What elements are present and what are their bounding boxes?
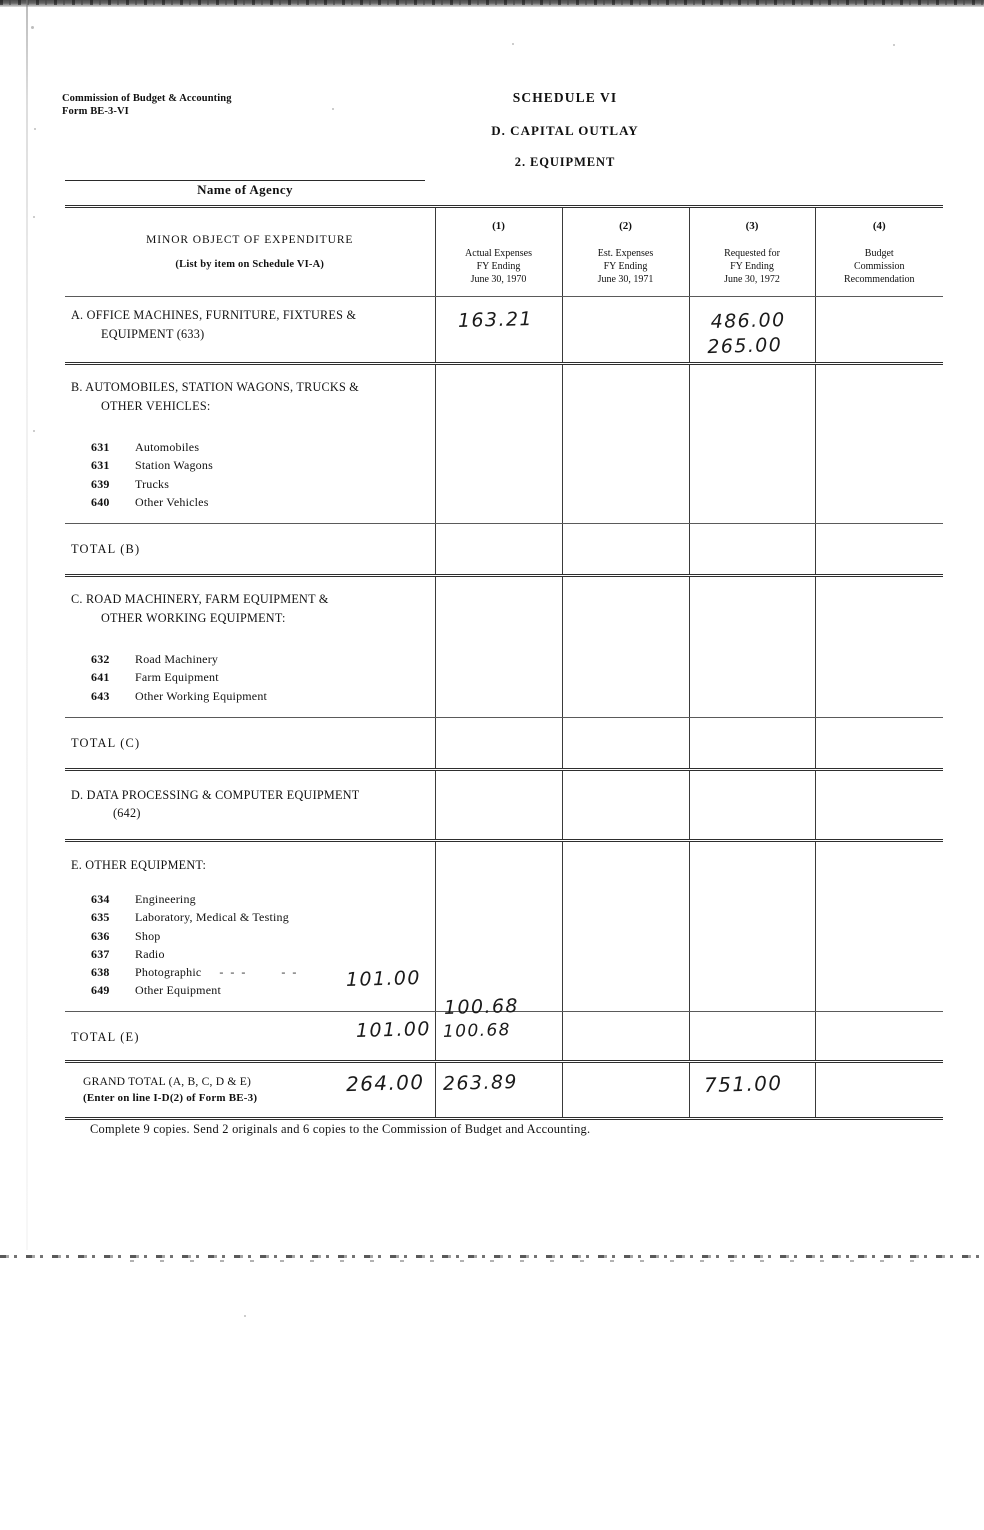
handwritten-amount: 163.21 [457,308,533,333]
grand-total-label-line1: GRAND TOTAL (A, B, C, D & E) [83,1075,252,1089]
table-row-total-c [65,717,943,769]
column-desc-line1: Requested for [724,247,780,259]
column-desc-line3: Recommendation [843,273,915,285]
schedule-title: SCHEDULE VI [512,90,618,105]
column-desc-line3: June 30, 1971 [597,273,654,285]
handwritten-amount: 263.89 [442,1071,518,1096]
section-d-title-line2: (642) [113,806,141,821]
section-b-items-col4-cell[interactable] [815,424,943,523]
object-label: Other Equipment [135,983,221,998]
object-code: 631 [91,458,110,473]
grand-total-label-line2: (Enter on line I-D(2) of Form BE-3) [83,1091,258,1104]
object-code: 631 [91,440,110,455]
object-code: 637 [91,946,110,961]
section-b-title-line2: OTHER VEHICLES: [101,398,211,413]
list-item [71,945,427,963]
scan-speck [33,430,35,432]
object-label: Station Wagons [135,458,213,473]
grand-total-col3-cell[interactable] [689,1062,815,1119]
column-header-3 [689,207,815,297]
list-item [71,475,427,493]
scan-top-speckle [0,0,984,5]
column-desc-line2: FY Ending [476,260,521,272]
total-e-label-cell [65,1011,435,1062]
section-b-col1-cell[interactable] [435,364,562,425]
form-identification [62,92,232,119]
total-b-label: TOTAL (B) [65,524,435,576]
table-row-section-e-header [65,840,943,878]
section-c-item-list [65,636,435,717]
stub-header-cell [65,207,435,297]
section-c-items-col2-cell[interactable] [562,636,689,717]
handwritten-amount-revised: 265.00 [706,334,783,359]
list-item [71,908,427,926]
table-row-section-c-items [65,636,943,717]
column-number: (4) [872,220,886,232]
total-e-label: TOTAL (E) [71,1029,140,1044]
section-e-label [65,840,435,878]
table-row-total-e [65,1011,943,1062]
section-d-col2-cell[interactable] [562,769,689,840]
section-a-col4-cell[interactable] [815,297,943,364]
section-d-title-line1: D. DATA PROCESSING & COMPUTER EQUIPMENT [71,787,360,802]
stub-header-subtitle: (List by item on Schedule VI-A) [175,259,325,270]
section-e-col3-cell[interactable] [689,840,815,878]
object-label: Road Machinery [135,652,219,667]
column-desc-line2: FY Ending [603,260,648,272]
handwritten-amount-primary: 486.00 [709,309,786,334]
section-e-item-list [65,878,435,1011]
column-desc-line1: Actual Expenses [465,247,532,259]
table-row-section-b-items [65,424,943,523]
section-c-title-line2: OTHER WORKING EQUIPMENT: [101,610,286,625]
list-item [71,890,427,908]
column-header-1 [435,207,562,297]
object-label: Other Working Equipment [135,688,268,703]
total-b-col3-cell[interactable] [689,524,815,576]
grand-total-col4-cell[interactable] [815,1062,943,1119]
column-desc-line1: Est. Expenses [597,247,654,259]
object-code: 639 [91,476,110,491]
list-item [71,687,427,705]
table-row-section-c-header [65,575,943,636]
scan-bottom-artifact-line [0,1255,984,1258]
name-of-agency-rule [65,180,425,181]
section-b-label [65,364,435,425]
section-b-col2-cell[interactable] [562,364,689,425]
table-header-row [65,207,943,297]
section-c-col4-cell[interactable] [815,575,943,636]
section-a-label [65,297,435,364]
section-e-items-col4-cell[interactable] [815,878,943,1011]
column-desc-line2: FY Ending [730,260,774,272]
list-item [71,927,427,945]
total-c-label: TOTAL (C) [65,717,435,769]
object-label: Laboratory, Medical & Testing [135,910,289,925]
section-a-col3-cell[interactable] [689,297,815,364]
scan-speck [512,43,514,45]
table-row-section-e-items [65,878,943,1011]
total-c-col3-cell[interactable] [689,717,815,769]
leader-dashes: - - - [219,965,248,980]
object-label: Shop [135,928,161,943]
object-code: 649 [91,983,110,998]
table-row-section-a [65,297,943,364]
section-e-items-col1-cell[interactable] [435,878,562,1020]
total-e-col4-cell[interactable] [815,1011,943,1062]
grand-total-col2-cell[interactable] [562,1062,689,1119]
column-desc-line1: Budget [864,247,894,259]
column-desc-line2: Commission [853,260,905,272]
section-b-title-line1: B. AUTOMOBILES, STATION WAGONS, TRUCKS & [71,380,360,395]
list-item [71,668,427,686]
section-c-col1-cell[interactable] [435,575,562,636]
object-code: 634 [91,892,110,907]
equipment-expenditure-table [65,205,943,1120]
stub-header-title: MINOR OBJECT OF EXPENDITURE [146,234,354,246]
section-d-col1-cell[interactable] [435,769,562,840]
object-code: 643 [91,688,110,703]
scan-speck [31,26,34,29]
section-c-col3-cell[interactable] [689,575,815,636]
section-b-items-col2-cell[interactable] [562,424,689,523]
total-c-col1-cell[interactable] [435,717,562,769]
scan-speck [34,128,36,130]
grand-total-label-cell [65,1062,435,1119]
object-label: Other Vehicles [135,494,209,509]
total-c-col2-cell[interactable] [562,717,689,769]
table-row-grand-total [65,1062,943,1119]
handwritten-amount: 100.68 [443,995,519,1020]
section-c-label [65,575,435,636]
schedule-heading-block [400,90,730,170]
section-b-items-col3-cell[interactable] [689,424,815,523]
section-a-title-line2: EQUIPMENT (633) [101,326,205,341]
table-row-total-b [65,524,943,576]
section-c-items-col4-cell[interactable] [815,636,943,717]
footer-instruction-note: Complete 9 copies. Send 2 originals and 6 copies to the Commission of Budget and Accounting. [90,1122,591,1136]
list-item [71,493,427,511]
scan-bottom-artifact-line-secondary [120,1260,940,1262]
handwritten-amount-stack [706,309,786,359]
section-a-title-line1: A. OFFICE MACHINES, FURNITURE, FIXTURES & [71,308,357,323]
column-header-2 [562,207,689,297]
scan-speck [332,108,334,110]
name-of-agency-label: Name of Agency [197,182,293,197]
capital-outlay-heading: D. CAPITAL OUTLAY [491,123,639,138]
form-number: Form BE-3-VI [62,106,129,118]
scan-speck [33,216,35,218]
handwritten-stub-total: 101.00 [355,1017,431,1042]
section-b-col3-cell[interactable] [689,364,815,425]
section-e-col2-cell[interactable] [562,840,689,878]
handwritten-stub-amount: 101.00 [345,967,421,992]
section-c-items-col1-cell[interactable] [435,636,562,717]
column-number: (2) [619,220,632,232]
object-label: Trucks [135,476,170,491]
column-header-4 [815,207,943,297]
section-c-title-line1: C. ROAD MACHINERY, FARM EQUIPMENT & [71,591,329,606]
object-code: 635 [91,910,110,925]
object-label: Radio [135,946,165,961]
object-label: Photographic [135,965,202,980]
total-b-col4-cell[interactable] [815,524,943,576]
leader-dashes: - - [281,965,299,980]
scan-left-edge [26,0,28,1250]
section-b-items-col1-cell[interactable] [435,424,562,523]
object-code: 636 [91,928,110,943]
section-e-items-col3-cell[interactable] [689,878,815,1011]
section-c-items-col3-cell[interactable] [689,636,815,717]
list-item [71,438,427,456]
scan-speck [244,1315,246,1317]
column-number: (3) [745,220,759,232]
total-b-col1-cell[interactable] [435,524,562,576]
section-d-col4-cell[interactable] [815,769,943,840]
total-b-col2-cell[interactable] [562,524,689,576]
object-label: Engineering [135,892,196,907]
total-c-col4-cell[interactable] [815,717,943,769]
section-d-col3-cell[interactable] [689,769,815,840]
equipment-heading: 2. EQUIPMENT [514,155,616,169]
total-e-col2-cell[interactable] [562,1011,689,1062]
column-desc-line3: June 30, 1970 [470,273,527,285]
section-a-col1-cell[interactable] [435,297,562,364]
object-code: 640 [91,494,110,509]
object-code: 638 [91,965,110,980]
object-code: 641 [91,670,110,685]
section-e-items-col2-cell[interactable] [562,878,689,1011]
section-b-col4-cell[interactable] [815,364,943,425]
handwritten-amount: 751.00 [703,1071,783,1098]
handwritten-stub-grand-total: 264.00 [345,1070,425,1097]
table-row-section-d [65,769,943,840]
object-label: Farm Equipment [135,670,219,685]
section-a-col2-cell[interactable] [562,297,689,364]
section-e-col4-cell[interactable] [815,840,943,878]
commission-name: Commission of Budget & Accounting [62,93,232,104]
grand-total-col1-cell[interactable] [435,1062,562,1119]
section-e-col1-cell[interactable] [435,840,562,878]
section-e-title-line1: E. OTHER EQUIPMENT: [71,857,207,872]
total-e-col3-cell[interactable] [689,1011,815,1062]
table-row-section-b-header [65,364,943,425]
list-item [71,456,427,474]
section-b-item-list [65,424,435,523]
object-label: Automobiles [135,440,200,455]
list-item [71,650,427,668]
column-desc-line3: June 30, 1972 [724,273,780,285]
handwritten-amount: 100.68 [442,1019,511,1042]
section-d-label [65,769,435,840]
object-code: 632 [91,652,110,667]
scan-speck [893,44,895,46]
section-c-col2-cell[interactable] [562,575,689,636]
column-number: (1) [492,220,505,232]
